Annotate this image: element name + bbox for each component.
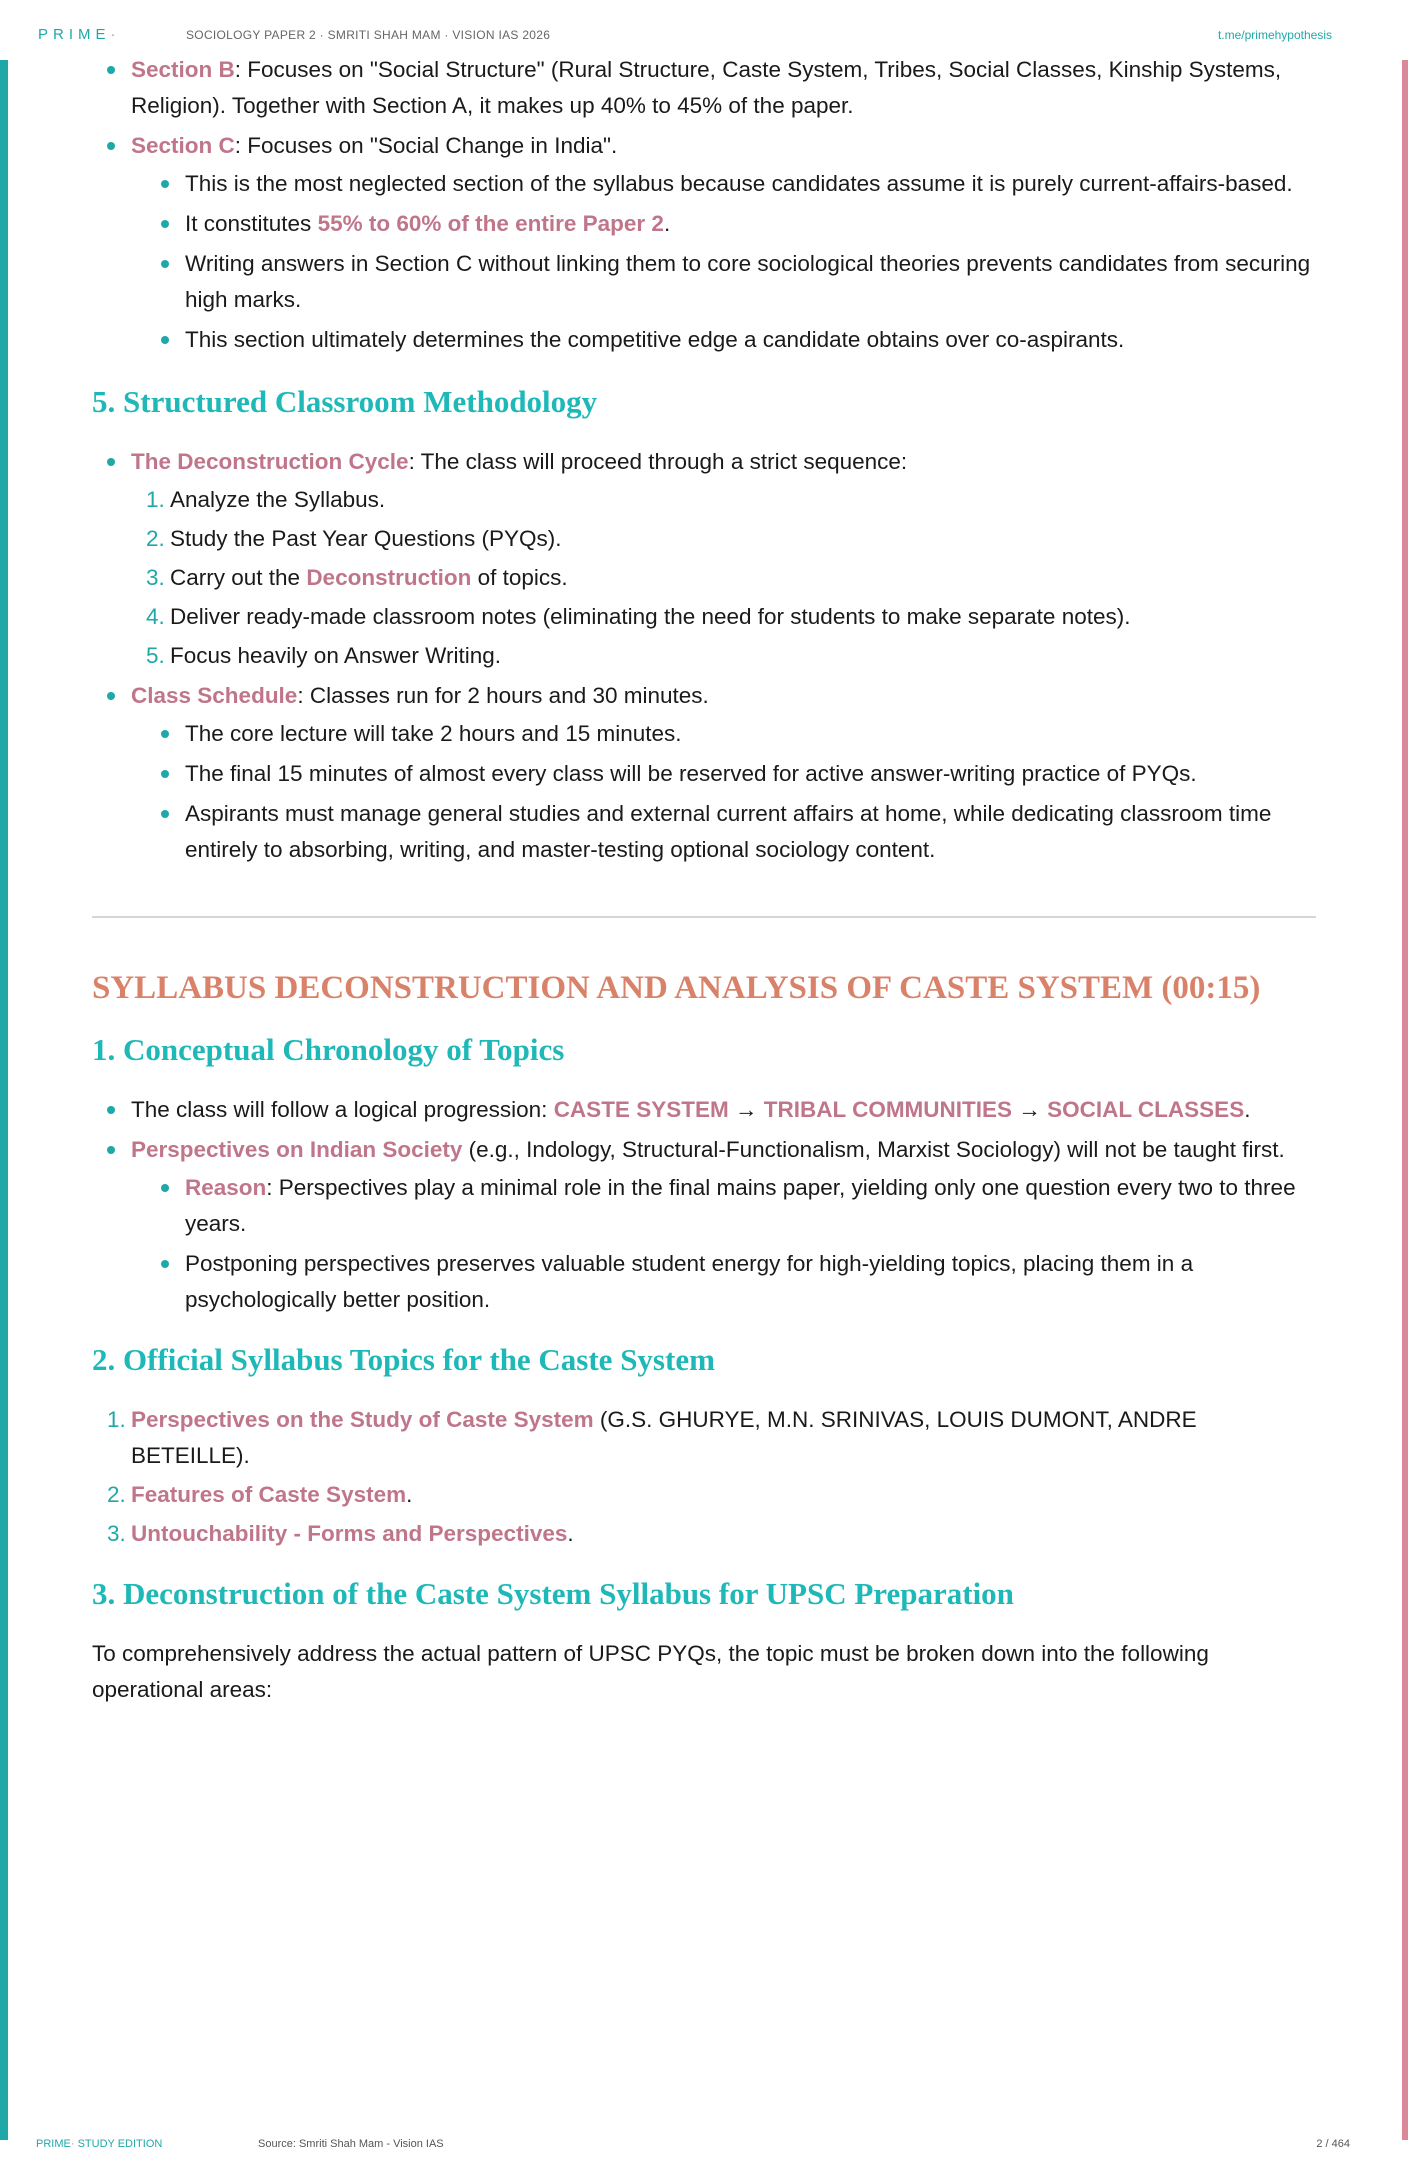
list-item: This is the most neglected section of the syllabus because candidates assume it is purely current-affairs-based.: [185, 166, 1316, 202]
left-accent-bar: [0, 60, 8, 2140]
list-item: Postponing perspectives preserves valuable student energy for high-yielding topics, placing them in a psychologically better position.: [185, 1246, 1316, 1318]
list-item: This section ultimately determines the competitive edge a candidate obtains over co-aspirants.: [185, 322, 1316, 358]
list-item-perspectives: Perspectives on Indian Society (e.g., Indology, Structural-Functionalism, Marxist Sociology) will not be taught first. Reason: Perspectives play a minimal role in the final mains paper, yielding only one question every two to three years. Postponing perspectives preserves valuable student energy for high-yielding topics, placing them in a psychologically better position.: [131, 1132, 1316, 1318]
list-item-progression: The class will follow a logical progression: CASTE SYSTEM → TRIBAL COMMUNITIES → SOCIAL CLASSES.: [131, 1092, 1316, 1128]
header-meta: SOCIOLOGY PAPER 2 · SMRITI SHAH MAM · VISION IAS 2026: [186, 28, 551, 42]
document-body: [92, 52, 1316, 1708]
heading-chronology: 1. Conceptual Chronology of Topics: [92, 1032, 565, 1067]
list-item-section-b: Section B: Focuses on "Social Structure" (Rural Structure, Caste System, Tribes, Social Classes, Kinship Systems, Religion). Together with Section A, it makes up 40% to 45% of the paper.: [131, 52, 1316, 124]
cycle-steps: [131, 482, 1316, 674]
schedule-sublist: [131, 716, 1316, 868]
list-item-class-schedule: Class Schedule: Classes run for 2 hours and 30 minutes. The core lecture will take 2 hours and 15 minutes. The final 15 minutes of almost every class will be reserved for active answer-writing practice of PYQs. Aspirants must manage general studies and external current affairs at home, while dedicating classroom time entirely to absorbing, writing, and master-testing optional sociology content.: [131, 678, 1316, 868]
list-item: Aspirants must manage general studies and external current affairs at home, while dedicating classroom time entirely to absorbing, writing, and master-testing optional sociology content.: [185, 796, 1316, 868]
page-header: [0, 26, 1408, 46]
list-item-section-c: Section C: Focuses on "Social Change in India". This is the most neglected section of the syllabus because candidates assume it is purely current-affairs-based. It constitutes 55% to 60% of the entire Paper 2. Writing answers in Section C without linking them to core sociological theories prevents candidates from securing high marks. This section ultimately determines the competitive edge a candidate obtains over co-aspirants.: [131, 128, 1316, 358]
perspectives-sublist: [131, 1170, 1316, 1318]
official-topics-list: [92, 1402, 1316, 1552]
topic-item: 2. Features of Caste System.: [107, 1482, 413, 1507]
list-item: The final 15 minutes of almost every class will be reserved for active answer-writing practice of PYQs.: [185, 756, 1316, 792]
section-c-sublist: [131, 166, 1316, 358]
cycle-step: 3. Carry out the Deconstruction of topics.: [146, 565, 568, 590]
list-item: Reason: Perspectives play a minimal role in the final mains paper, yielding only one question every two to three years.: [185, 1170, 1316, 1242]
list-item: It constitutes 55% to 60% of the entire Paper 2.: [185, 206, 1316, 242]
list-item-deconstruction-cycle: The Deconstruction Cycle: The class will proceed through a strict sequence: 1. Analyze the Syllabus. 2. Study the Past Year Questions (PYQs). 3. Carry out the Deconstruction of topics. 4. Deliver ready-made classroom notes (eliminating the need for students to make separate notes). 5. Focus heavily on Answer Writing.: [131, 444, 1316, 674]
methodology-list: [92, 444, 1316, 868]
cycle-step: 2. Study the Past Year Questions (PYQs).: [146, 526, 562, 551]
topic-item: 1. Perspectives on the Study of Caste System (G.S. GHURYE, M.N. SRINIVAS, LOUIS DUMONT, ANDRE BETEILLE).: [107, 1407, 1197, 1468]
brand-logo: PRIME·: [38, 26, 121, 43]
footer-source: Source: Smriti Shah Mam - Vision IAS: [258, 2138, 444, 2150]
footer-brand: PRIME· STUDY EDITION: [36, 2138, 163, 2150]
heading-methodology: 5. Structured Classroom Methodology: [92, 384, 598, 419]
topic-item: 3. Untouchability - Forms and Perspectives.: [107, 1521, 574, 1546]
heading-official-topics: 2. Official Syllabus Topics for the Caste System: [92, 1342, 715, 1377]
list-item: Writing answers in Section C without linking them to core sociological theories prevents candidates from securing high marks.: [185, 246, 1316, 318]
chronology-list: [92, 1092, 1316, 1318]
closing-paragraph: To comprehensively address the actual pattern of UPSC PYQs, the topic must be broken down into the following operational areas:: [92, 1641, 1209, 1702]
list-item: The core lecture will take 2 hours and 15 minutes.: [185, 716, 1316, 752]
page-number: 2 / 464: [1316, 2138, 1350, 2150]
telegram-link[interactable]: t.me/primehypothesis: [1217, 28, 1332, 42]
right-accent-bar: [1402, 60, 1408, 2140]
cycle-step: 4. Deliver ready-made classroom notes (eliminating the need for students to make separate notes).: [146, 604, 1131, 629]
section-divider: [92, 916, 1316, 918]
caste-section-title: SYLLABUS DECONSTRUCTION AND ANALYSIS OF CASTE SYSTEM (00:15): [92, 970, 1261, 1006]
section-list: [92, 52, 1316, 358]
heading-deconstruction: 3. Deconstruction of the Caste System Syllabus for UPSC Preparation: [92, 1576, 1014, 1611]
cycle-step: 1. Analyze the Syllabus.: [146, 487, 386, 512]
cycle-step: 5. Focus heavily on Answer Writing.: [146, 643, 501, 668]
